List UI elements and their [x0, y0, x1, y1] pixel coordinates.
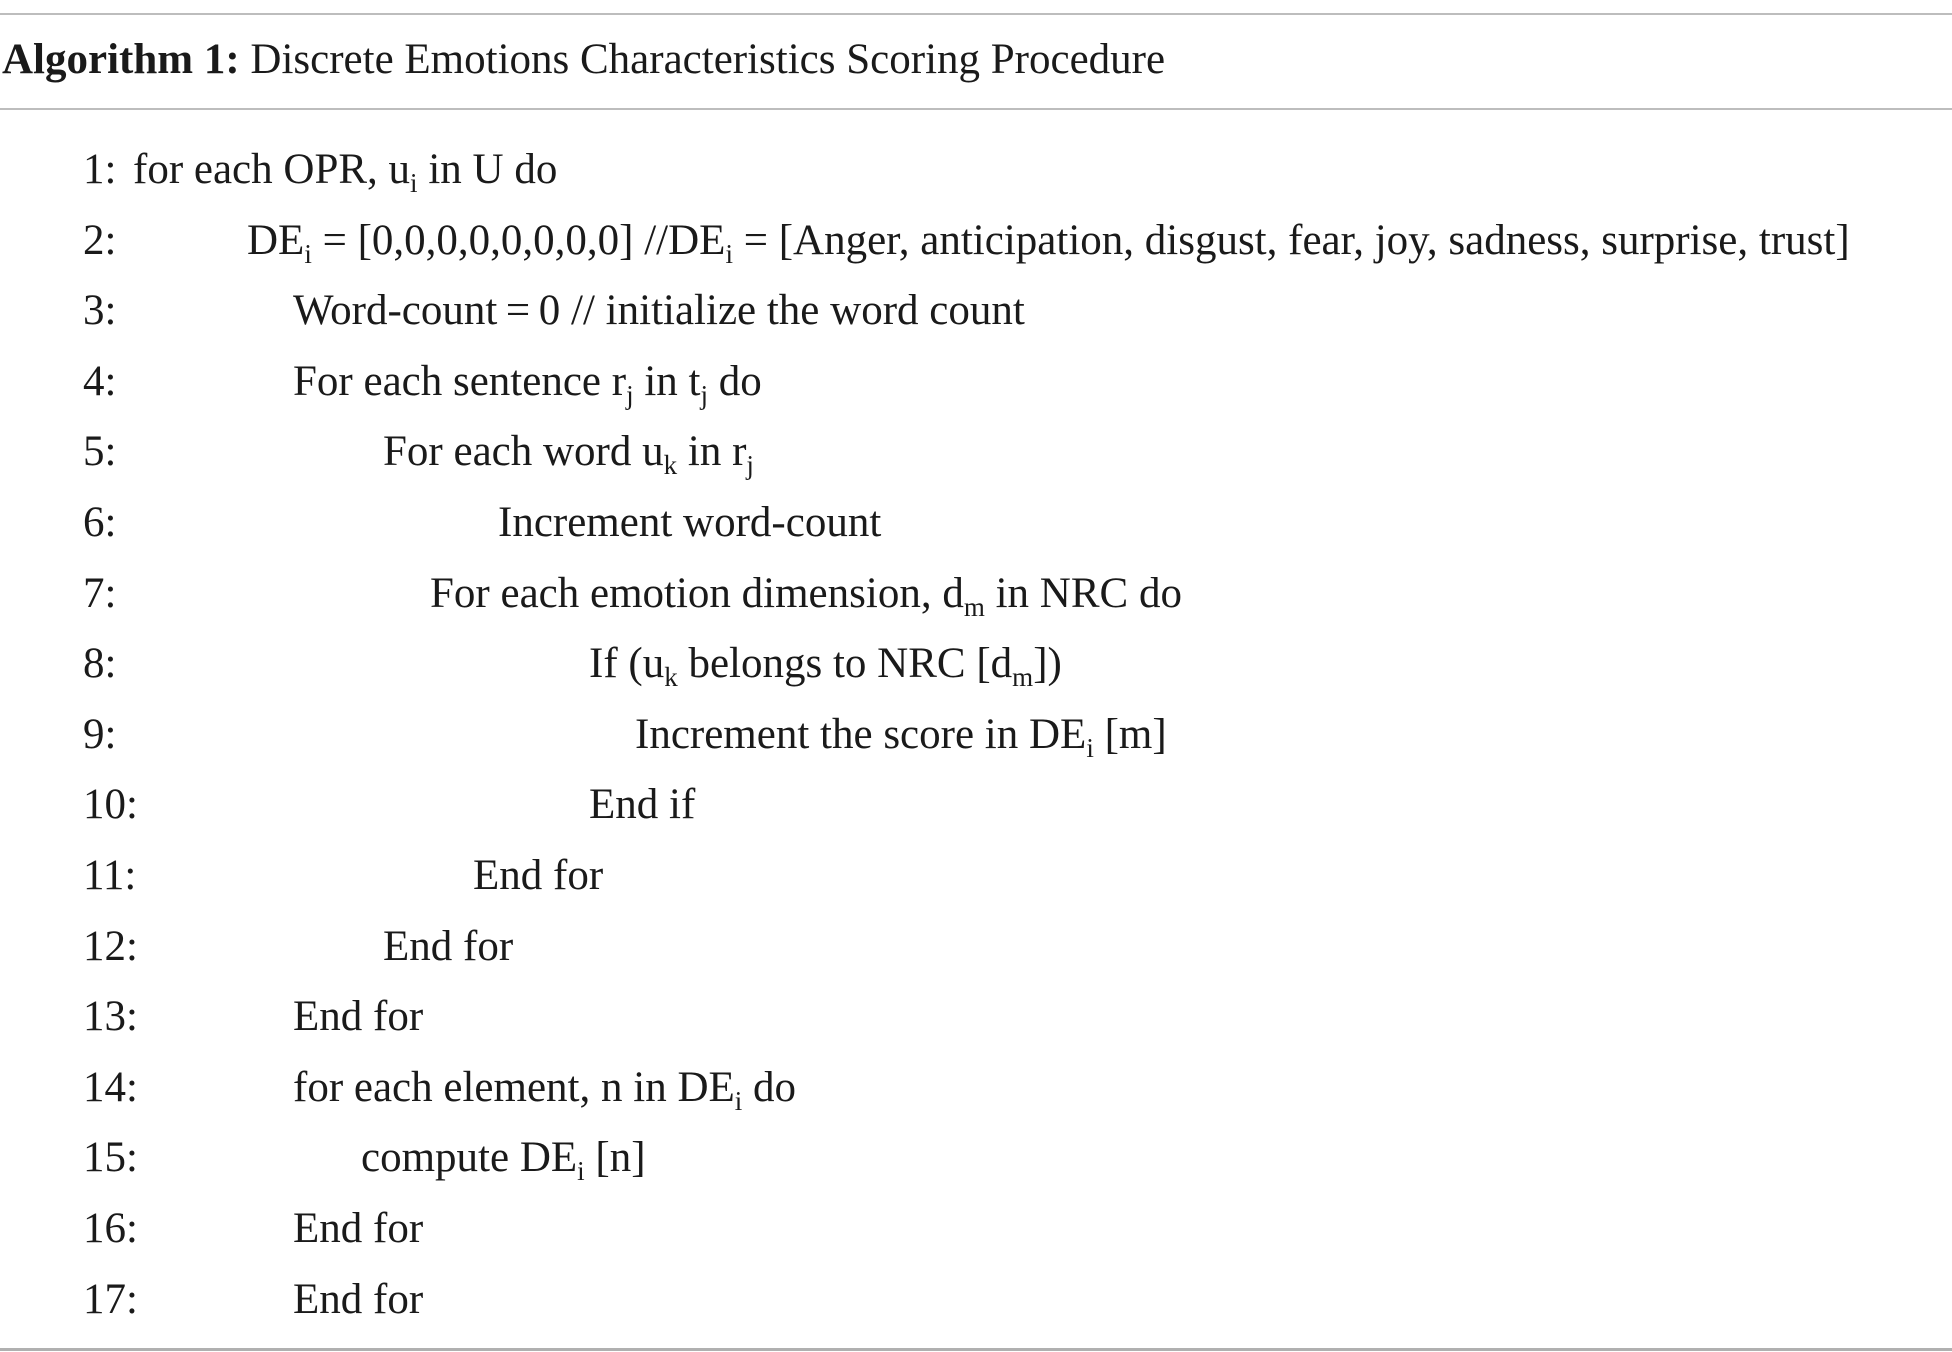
subscript: k: [664, 662, 678, 693]
algorithm-line: [0, 1058, 1952, 1118]
subscript: i: [577, 1156, 585, 1187]
line-code: [293, 1270, 423, 1330]
algorithm-line: [0, 634, 1952, 694]
subscript: i: [410, 168, 418, 198]
code-text: belongs to NRC [d: [677, 640, 1013, 688]
code-text: [n]: [584, 1134, 646, 1182]
code-text: For each word u: [383, 428, 664, 476]
top-rule: [0, 13, 1952, 15]
algorithm-label: Algorithm 1:: [2, 36, 240, 83]
code-text: End for: [293, 993, 424, 1041]
code-text: Increment the score in DE: [635, 710, 1087, 758]
line-number: 9:: [83, 710, 117, 758]
code-text: ]): [1033, 640, 1062, 688]
line-code: [361, 1128, 646, 1188]
algorithm-line: [0, 1199, 1952, 1259]
algorithm-line: [0, 917, 1952, 977]
subscript: m: [963, 591, 985, 622]
line-number: 15:: [83, 1134, 138, 1182]
code-text: in t: [633, 357, 701, 405]
line-code: [293, 1058, 796, 1118]
algorithm-line: [0, 281, 1952, 341]
algorithm-line: [0, 1128, 1952, 1188]
code-text: For each emotion dimension, d: [430, 569, 964, 617]
line-number: 2:: [83, 216, 117, 264]
code-text: End for: [293, 1275, 424, 1323]
algorithm-title: Discrete Emotions Characteristics Scoring Procedure: [250, 36, 1166, 83]
line-code: [383, 917, 513, 977]
line-code: [498, 493, 881, 553]
line-code: [293, 987, 423, 1047]
code-text: compute DE: [361, 1134, 578, 1182]
line-number: 17:: [83, 1275, 138, 1323]
subscript: i: [725, 238, 733, 269]
code-text: for each element, n in DE: [293, 1063, 735, 1111]
code-text: Increment word-count: [498, 499, 882, 546]
subscript: j: [626, 379, 634, 410]
algorithm-line: [0, 493, 1952, 553]
header-rule: [0, 108, 1952, 110]
line-number: 5:: [83, 428, 117, 476]
code-text: = [0,0,0,0,0,0,0,0] //DE: [311, 216, 726, 264]
code-text: End for: [293, 1205, 424, 1252]
line-code: [293, 352, 762, 412]
code-text: in r: [677, 428, 747, 476]
line-number: 14:: [83, 1063, 138, 1111]
line-number: 12:: [83, 922, 138, 970]
line-code: [473, 846, 603, 906]
line-number: 4:: [83, 357, 117, 405]
line-number: 1:: [83, 146, 117, 193]
line-code: [430, 564, 1182, 624]
algorithm-caption: [2, 33, 1165, 87]
subscript: i: [1086, 732, 1094, 763]
algorithm-line: [0, 775, 1952, 835]
code-text: in U do: [417, 146, 558, 193]
code-text: End if: [589, 781, 696, 829]
code-text: in NRC do: [984, 569, 1182, 617]
line-number: 10:: [83, 781, 138, 829]
algorithm-line: [0, 211, 1952, 271]
code-text: Word-count = 0 // initialize the word count: [293, 287, 1025, 335]
subscript: i: [734, 1085, 743, 1116]
code-text: for each OPR, u: [133, 146, 411, 193]
algorithm-line: [0, 705, 1952, 765]
algorithm-line: [0, 564, 1952, 624]
algorithm-line: [0, 352, 1952, 412]
line-code: [589, 634, 1062, 694]
algorithm-line: [0, 987, 1952, 1047]
line-code: [383, 422, 754, 482]
code-text: For each sentence r: [293, 357, 627, 405]
code-text: = [Anger, anticipation, disgust, fear, joy, sadness, surprise, trust]: [732, 216, 1850, 264]
subscript: i: [304, 238, 312, 269]
code-text: DE: [247, 216, 305, 264]
subscript: j: [700, 379, 709, 410]
subscript: j: [746, 450, 754, 481]
line-number: 16:: [83, 1205, 138, 1252]
subscript: k: [663, 450, 678, 481]
line-code: [293, 281, 1025, 341]
line-code: [247, 211, 1850, 271]
line-number: 7:: [83, 569, 117, 617]
line-code: [589, 775, 695, 835]
subscript: m: [1012, 662, 1034, 693]
code-text: End for: [473, 852, 604, 899]
line-number: 8:: [83, 640, 117, 688]
line-code: [133, 140, 557, 200]
code-text: End for: [383, 922, 514, 970]
code-text: [m]: [1093, 710, 1167, 758]
algorithm-line: [0, 140, 1952, 200]
code-text: do: [708, 357, 762, 405]
algorithm-line: [0, 1270, 1952, 1330]
line-code: [293, 1199, 423, 1259]
line-number: 6:: [83, 499, 117, 546]
code-text: do: [742, 1063, 797, 1111]
line-number: 11:: [83, 852, 137, 899]
line-code: [635, 705, 1167, 765]
algorithm-line: [0, 422, 1952, 482]
line-number: 13:: [83, 993, 138, 1041]
line-number: 3:: [83, 287, 117, 335]
code-text: If (u: [589, 640, 665, 688]
bottom-rule: [0, 1348, 1952, 1351]
algorithm-line: [0, 846, 1952, 906]
